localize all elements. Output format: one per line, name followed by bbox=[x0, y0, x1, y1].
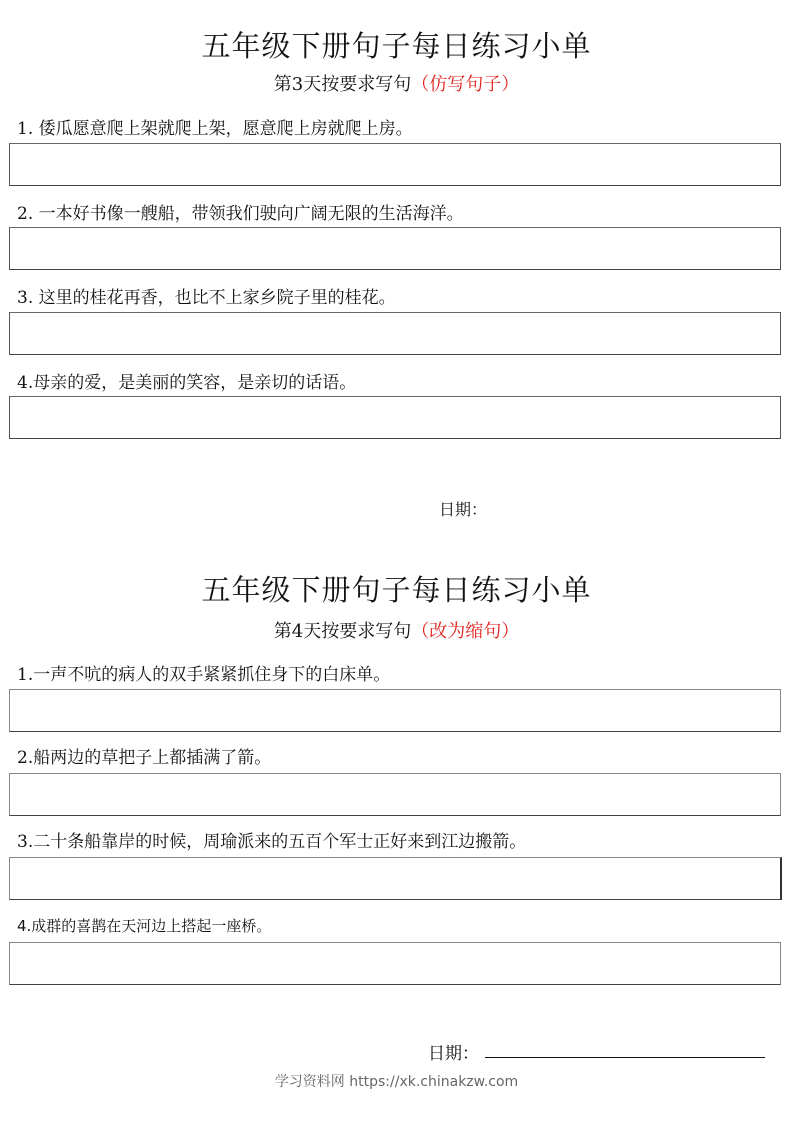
sheet2-subtitle bbox=[0, 617, 793, 643]
sheet2-question-4: 4.成群的喜鹊在天河边上搭起一座桥。 bbox=[17, 917, 272, 935]
sheet2-date-label: 日期： bbox=[428, 1044, 479, 1064]
sheet2-answer-box-1[interactable] bbox=[9, 689, 781, 732]
sheet2-subtitle-text: 第4天按要求写句 bbox=[273, 621, 412, 642]
sheet2-subtitle-tag: （改为缩句） bbox=[411, 621, 520, 642]
sheet1-title: 五年级下册句子每日练习小单 bbox=[201, 29, 592, 63]
sheet1-subtitle-text: 第3天按要求写句 bbox=[273, 74, 412, 95]
sheet1-question-4: 4.母亲的爱，是美丽的笑容，是亲切的话语。 bbox=[17, 373, 357, 393]
sheet1-date-label: 日期： bbox=[439, 500, 488, 519]
sheet1-question-2: 2. 一本好书像一艘船，带领我们驶向广阔无限的生活海洋。 bbox=[17, 204, 464, 224]
sheet2-date-line[interactable] bbox=[485, 1057, 765, 1058]
sheet2-answer-box-2[interactable] bbox=[9, 773, 781, 816]
sheet1-question-1: 1. 倭瓜愿意爬上架就爬上架，愿意爬上房就爬上房。 bbox=[17, 119, 413, 139]
sheet2-question-1: 1.一声不吭的病人的双手紧紧抓住身下的白床单。 bbox=[17, 665, 391, 685]
sheet1-subtitle-tag: （仿写句子） bbox=[411, 74, 520, 95]
sheet2-answer-box-3[interactable] bbox=[9, 857, 782, 900]
sheet2-answer-box-4[interactable] bbox=[9, 942, 781, 985]
sheet2-question-3: 3.二十条船靠岸的时候，周瑜派来的五百个军士正好来到江边搬箭。 bbox=[17, 832, 527, 852]
sheet1-answer-box-1[interactable] bbox=[9, 143, 781, 186]
sheet1-answer-box-3[interactable] bbox=[9, 312, 781, 355]
sheet2-title: 五年级下册句子每日练习小单 bbox=[201, 573, 592, 607]
sheet1-answer-box-2[interactable] bbox=[9, 227, 781, 270]
sheet2-question-2: 2.船两边的草把子上都插满了箭。 bbox=[17, 748, 272, 768]
footer-watermark: 学习资料网 https://xk.chinakzw.com bbox=[274, 1074, 519, 1090]
sheet1-question-3: 3. 这里的桂花再香，也比不上家乡院子里的桂花。 bbox=[17, 288, 396, 308]
sheet1-subtitle bbox=[0, 70, 793, 96]
sheet1-answer-box-4[interactable] bbox=[9, 396, 781, 439]
